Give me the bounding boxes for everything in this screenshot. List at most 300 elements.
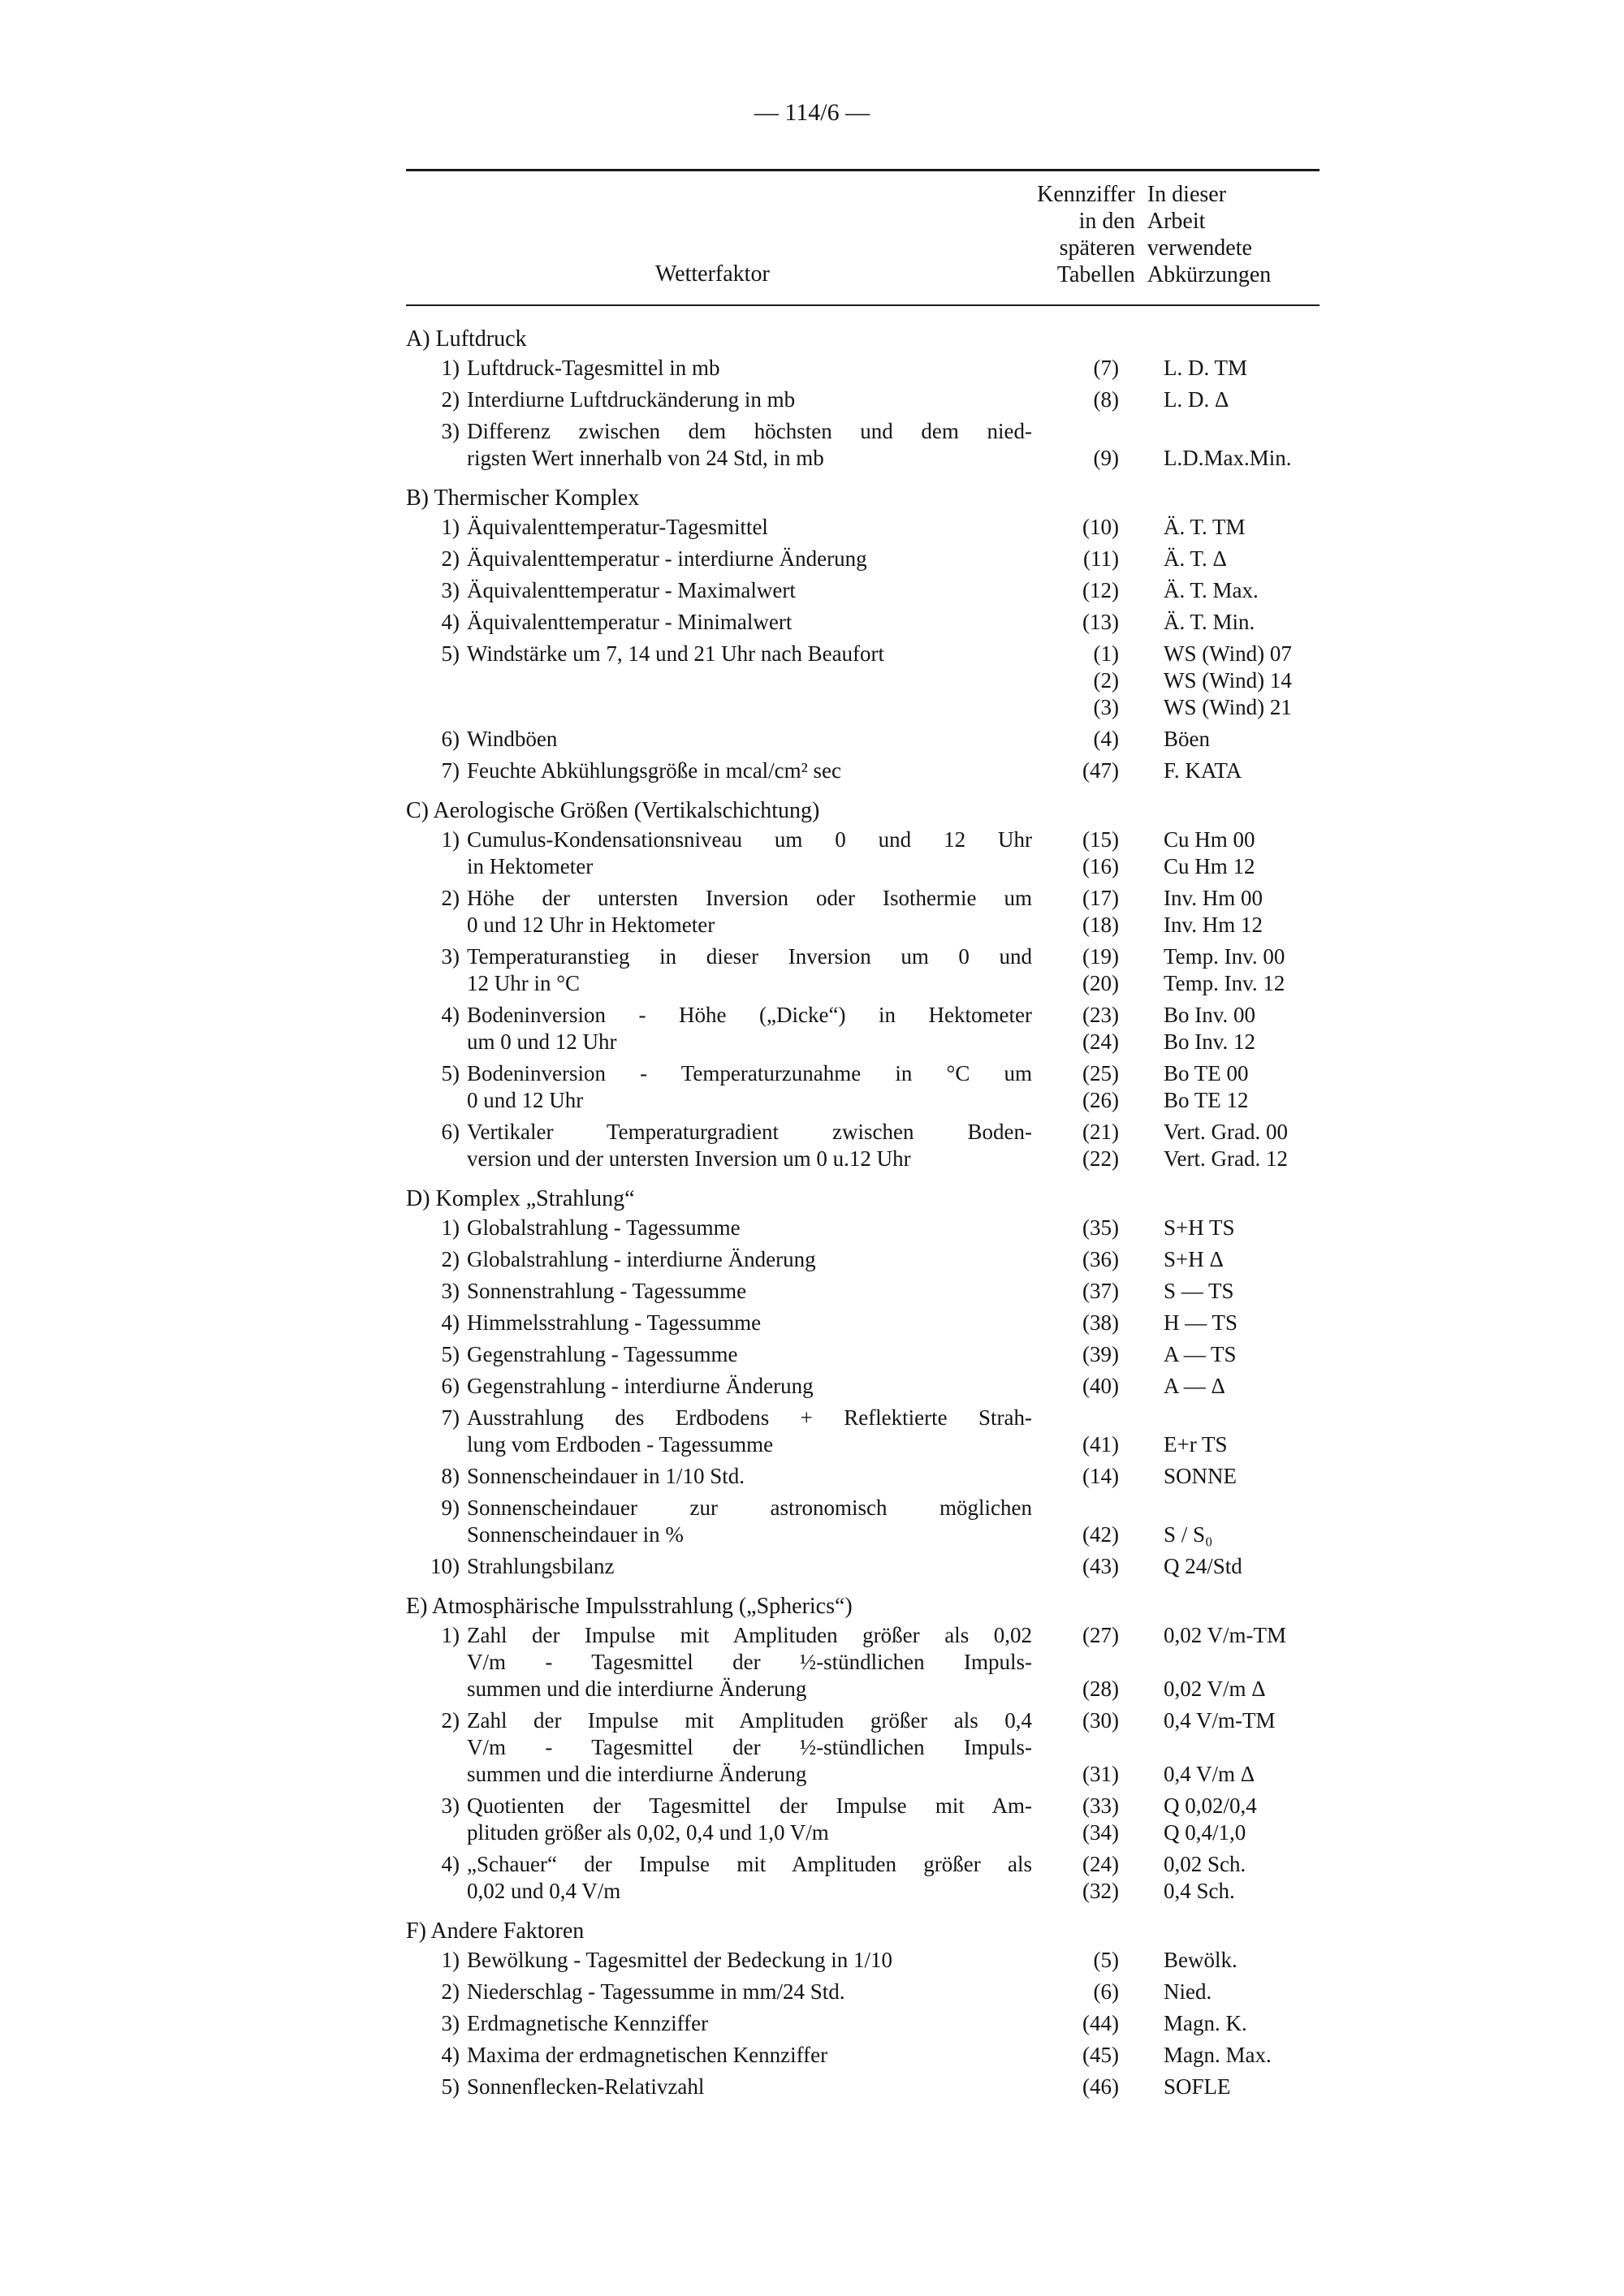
item-code: (21) <box>1082 1120 1119 1144</box>
item-description <box>467 1979 1042 2005</box>
item-codes <box>1042 386 1119 413</box>
item-abbreviation: WS (Wind) 14 <box>1164 668 1292 693</box>
item-description-line: 0 und 12 Uhr <box>467 1088 584 1112</box>
item-abbreviations <box>1119 1341 1320 1368</box>
item-number: 9) <box>441 1495 460 1520</box>
item-codes <box>1042 1851 1119 1905</box>
item-codes <box>1042 1405 1119 1458</box>
item-number: 1) <box>441 1623 460 1647</box>
item-code: (3) <box>1093 695 1119 719</box>
table-row <box>406 1947 1320 1974</box>
item-description-line: Temperaturanstieg in dieser Inversion um 0 und <box>467 944 1032 969</box>
item-description-line: Feuchte Abkühlungsgröße in mcal/cm² sec <box>467 758 841 783</box>
item-codes <box>1042 1947 1119 1974</box>
item-code: (36) <box>1082 1247 1119 1271</box>
item-codes <box>1042 885 1119 939</box>
item-description-line: Ausstrahlung des Erdbodens + Reflektierte Strah- <box>467 1405 1032 1430</box>
item-description-line: Interdiurne Luftdruckänderung in mb <box>467 387 796 412</box>
table-row <box>406 1405 1320 1458</box>
table-row <box>406 2010 1320 2037</box>
item-code: (45) <box>1082 2043 1119 2067</box>
item-abbreviation: Temp. Inv. 12 <box>1164 971 1285 995</box>
table-row <box>406 826 1320 880</box>
item-code: (16) <box>1082 854 1119 878</box>
item-number: 5) <box>441 1061 460 1085</box>
table-row <box>406 1463 1320 1490</box>
item-abbreviation: Inv. Hm 00 <box>1164 886 1263 910</box>
header-code-line: Kennziffer <box>1037 182 1135 207</box>
item-abbreviation: E+r TS <box>1164 1432 1228 1457</box>
header-code <box>1019 181 1135 288</box>
header-code-line: Tabellen <box>1056 262 1135 287</box>
item-code: (35) <box>1082 1215 1119 1240</box>
item-number: 6) <box>441 1120 460 1144</box>
item-codes <box>1042 355 1119 382</box>
header-abbr <box>1135 181 1320 288</box>
item-description-line: Quotienten der Tagesmittel der Impulse mit Am- <box>467 1793 1032 1818</box>
item-description <box>467 1278 1042 1305</box>
item-description-line: Himmelsstrahlung - Tagessumme <box>467 1310 762 1335</box>
table-row <box>406 1979 1320 2005</box>
item-code: (20) <box>1082 971 1119 995</box>
item-description <box>467 1793 1042 1846</box>
item-description <box>467 726 1042 753</box>
section <box>406 1591 1320 1905</box>
section-title: D) Komplex „Strahlung“ <box>406 1186 635 1211</box>
item-description-line: Strahlungsbilanz <box>467 1554 615 1578</box>
section <box>406 1916 1320 2100</box>
item-codes <box>1042 1463 1119 1490</box>
item-description-line: Sonnenscheindauer in % <box>467 1522 684 1547</box>
item-codes <box>1042 1793 1119 1846</box>
item-number: 4) <box>441 1852 460 1876</box>
item-codes <box>1042 1060 1119 1114</box>
item-description-line: Äquivalenttemperatur - interdiurne Änderung <box>467 546 867 571</box>
item-description <box>467 514 1042 541</box>
item-description-line: summen und die interdiurne Änderung <box>467 1762 807 1786</box>
item-number: 3) <box>441 419 460 443</box>
item-description-line: Globalstrahlung - interdiurne Änderung <box>467 1247 816 1271</box>
item-description-line: um 0 und 12 Uhr <box>467 1029 617 1054</box>
table-row <box>406 943 1320 997</box>
item-code: (1) <box>1093 641 1119 666</box>
header-abbr-line: In dieser <box>1147 182 1227 207</box>
item-code: (4) <box>1093 727 1119 751</box>
item-number: 5) <box>441 1342 460 1366</box>
item-code: (19) <box>1082 944 1119 969</box>
item-description-line: lung vom Erdboden - Tagessumme <box>467 1432 774 1457</box>
item-abbreviation: S+H TS <box>1164 1215 1235 1240</box>
item-abbreviations <box>1119 546 1320 572</box>
item-description-line: Windstärke um 7, 14 und 21 Uhr nach Beaufort <box>467 641 885 666</box>
item-codes <box>1042 418 1119 472</box>
item-code: (25) <box>1082 1061 1119 1085</box>
item-codes <box>1042 1553 1119 1580</box>
item-description-line: Gegenstrahlung - interdiurne Änderung <box>467 1374 814 1398</box>
item-abbreviations <box>1119 386 1320 413</box>
item-code: (11) <box>1083 546 1119 571</box>
item-codes <box>1042 726 1119 753</box>
item-abbreviations <box>1119 826 1320 880</box>
header-abbr-line: Abkürzungen <box>1147 262 1272 287</box>
item-description <box>467 1707 1042 1788</box>
item-code: (42) <box>1082 1522 1119 1547</box>
item-abbreviation: S — TS <box>1164 1279 1234 1303</box>
item-description-line: Windböen <box>467 727 558 751</box>
item-number: 3) <box>441 578 460 602</box>
item-abbreviation: Cu Hm 00 <box>1164 827 1255 852</box>
item-abbreviation: Bo TE 12 <box>1164 1088 1249 1112</box>
item-abbreviations <box>1119 1310 1320 1336</box>
item-description-line: V/m - Tagesmittel der ½-stündlichen Impuls- <box>467 1650 1032 1674</box>
item-abbreviations <box>1119 1405 1320 1458</box>
item-codes <box>1042 1246 1119 1273</box>
item-number: 5) <box>441 641 460 666</box>
item-abbreviation: Ä. T. Max. <box>1164 578 1259 602</box>
item-abbreviation: Q 0,4/1,0 <box>1164 1820 1246 1845</box>
table-row <box>406 514 1320 541</box>
section <box>406 796 1320 1172</box>
item-abbreviation <box>1164 1649 1320 1676</box>
item-abbreviations <box>1119 1553 1320 1580</box>
item-code: (7) <box>1093 356 1119 380</box>
item-code: (10) <box>1082 515 1119 539</box>
item-codes <box>1042 609 1119 636</box>
item-codes <box>1042 546 1119 572</box>
item-description <box>467 577 1042 604</box>
item-abbreviation: L.D.Max.Min. <box>1164 446 1292 470</box>
table-header <box>406 171 1320 304</box>
item-code: (32) <box>1082 1879 1119 1903</box>
item-number: 2) <box>441 387 460 412</box>
item-description <box>467 885 1042 939</box>
item-number: 1) <box>441 356 460 380</box>
item-description-line: Erdmagnetische Kennziffer <box>467 2011 709 2035</box>
item-code: (12) <box>1082 578 1119 602</box>
item-abbreviation: H — TS <box>1164 1310 1238 1335</box>
item-number: 6) <box>441 727 460 751</box>
item-code: (24) <box>1082 1029 1119 1054</box>
item-abbreviations <box>1119 641 1320 721</box>
item-number: 5) <box>441 2074 460 2099</box>
item-number: 3) <box>441 2011 460 2035</box>
item-number: 3) <box>441 944 460 969</box>
item-abbreviation: Böen <box>1164 727 1210 751</box>
table-row <box>406 885 1320 939</box>
table-row <box>406 2074 1320 2100</box>
item-abbreviations <box>1119 1278 1320 1305</box>
item-code: (6) <box>1093 1979 1119 2004</box>
item-number: 4) <box>441 2043 460 2067</box>
item-code: (41) <box>1082 1432 1119 1457</box>
item-code: (14) <box>1082 1464 1119 1488</box>
section <box>406 324 1320 472</box>
item-codes <box>1042 1979 1119 2005</box>
item-abbreviations <box>1119 2042 1320 2069</box>
item-abbreviation: 0,4 V/m Δ <box>1164 1762 1255 1786</box>
item-abbreviation: WS (Wind) 21 <box>1164 695 1292 719</box>
section <box>406 483 1320 784</box>
section-title: F) Andere Faktoren <box>406 1918 585 1944</box>
item-abbreviation: S / S₀ <box>1164 1522 1213 1547</box>
item-number: 4) <box>441 610 460 634</box>
item-code: (39) <box>1082 1342 1119 1366</box>
item-abbreviations <box>1119 943 1320 997</box>
item-description-line: version und der untersten Inversion um 0 u.12 Uhr <box>467 1146 911 1171</box>
table-row <box>406 726 1320 753</box>
item-codes <box>1042 2074 1119 2100</box>
item-description-line: Äquivalenttemperatur - Minimalwert <box>467 610 793 634</box>
item-description-line: Bodeninversion - Höhe („Dicke“) in Hektometer <box>467 1003 1032 1027</box>
item-number: 3) <box>441 1793 460 1818</box>
table-row <box>406 609 1320 636</box>
item-number: 4) <box>441 1310 460 1335</box>
item-description <box>467 609 1042 636</box>
table-row <box>406 1707 1320 1788</box>
item-description <box>467 943 1042 997</box>
item-abbreviation: SONNE <box>1164 1464 1237 1488</box>
item-description-line: Höhe der untersten Inversion oder Isothermie um <box>467 886 1032 910</box>
section <box>406 1184 1320 1580</box>
item-codes <box>1042 757 1119 784</box>
item-abbreviations <box>1119 885 1320 939</box>
item-abbreviation: Temp. Inv. 00 <box>1164 944 1285 969</box>
section-title: B) Thermischer Komplex <box>406 486 640 511</box>
item-abbreviations <box>1119 1622 1320 1703</box>
item-code: (9) <box>1093 446 1119 470</box>
item-abbreviations <box>1119 2074 1320 2100</box>
header-code-line: späteren <box>1059 235 1135 261</box>
item-code: (24) <box>1082 1852 1119 1876</box>
item-description-line: Bodeninversion - Temperaturzunahme in °C um <box>467 1061 1032 1085</box>
item-description-line: Cumulus-Kondensationsniveau um 0 und 12 Uhr <box>467 827 1032 852</box>
item-codes <box>1042 2010 1119 2037</box>
table-row <box>406 1215 1320 1241</box>
item-codes <box>1042 2042 1119 2069</box>
item-description <box>467 2010 1042 2037</box>
item-abbreviation: Bo Inv. 00 <box>1164 1003 1255 1027</box>
item-abbreviation: L. D. TM <box>1164 356 1248 380</box>
item-code: (44) <box>1082 2011 1119 2035</box>
table-row <box>406 1278 1320 1305</box>
item-number: 2) <box>441 886 460 910</box>
item-code: (47) <box>1082 758 1119 783</box>
item-description <box>467 1622 1042 1703</box>
item-abbreviations <box>1119 1495 1320 1548</box>
item-abbreviation: Ä. T. Min. <box>1164 610 1255 634</box>
section-title: C) Aerologische Größen (Vertikalschichtung) <box>406 798 820 823</box>
item-abbreviations <box>1119 609 1320 636</box>
item-abbreviation: Q 24/Std <box>1164 1554 1242 1578</box>
item-number: 2) <box>441 546 460 571</box>
item-abbreviation: Bewölk. <box>1164 1948 1237 1972</box>
item-description-line: Differenz zwischen dem höchsten und dem nied- <box>467 419 1032 443</box>
item-abbreviations <box>1119 418 1320 472</box>
item-description <box>467 641 1042 721</box>
table-row <box>406 1622 1320 1703</box>
item-abbreviations <box>1119 1373 1320 1400</box>
item-description <box>467 1947 1042 1974</box>
item-abbreviation: Nied. <box>1164 1979 1212 2004</box>
item-number: 1) <box>441 515 460 539</box>
header-abbr-line: verwendete <box>1147 235 1252 261</box>
item-description <box>467 1373 1042 1400</box>
item-code: (31) <box>1082 1762 1119 1786</box>
item-abbreviation: A — Δ <box>1164 1374 1225 1398</box>
item-code: (18) <box>1082 913 1119 937</box>
item-abbreviation: 0,02 V/m-TM <box>1164 1623 1287 1647</box>
item-abbreviations <box>1119 1463 1320 1490</box>
item-description-line: Sonnenstrahlung - Tagessumme <box>467 1279 747 1303</box>
item-description-line: Bewölkung - Tagesmittel der Bedeckung in 1/10 <box>467 1948 893 1972</box>
item-abbreviations <box>1119 1060 1320 1114</box>
table-row <box>406 2042 1320 2069</box>
item-abbreviations <box>1119 2010 1320 2037</box>
item-code <box>1042 1734 1119 1761</box>
item-code: (27) <box>1082 1623 1119 1647</box>
item-description-line: Sonnenscheindauer in 1/10 Std. <box>467 1464 745 1488</box>
item-description <box>467 1119 1042 1172</box>
item-codes <box>1042 1622 1119 1703</box>
table-row <box>406 1002 1320 1055</box>
item-description-line: Zahl der Impulse mit Amplituden größer als 0,4 <box>467 1708 1032 1733</box>
item-abbreviations <box>1119 726 1320 753</box>
item-description-line: rigsten Wert innerhalb von 24 Std, in mb <box>467 446 824 470</box>
item-description-line: 0 und 12 Uhr in Hektometer <box>467 913 715 937</box>
item-abbreviations <box>1119 1707 1320 1788</box>
item-description <box>467 757 1042 784</box>
table-row <box>406 1373 1320 1400</box>
item-code: (13) <box>1082 610 1119 634</box>
item-codes <box>1042 1215 1119 1241</box>
item-description-line: Sonnenscheindauer zur astronomisch möglichen <box>467 1495 1032 1520</box>
item-description-line: plituden größer als 0,02, 0,4 und 1,0 V/m <box>467 1820 829 1845</box>
item-description-line: Zahl der Impulse mit Amplituden größer als 0,02 <box>467 1623 1032 1647</box>
item-description-line: 12 Uhr in °C <box>467 971 581 995</box>
item-abbreviation: Bo Inv. 12 <box>1164 1029 1255 1054</box>
item-code: (26) <box>1082 1088 1119 1112</box>
item-code: (33) <box>1082 1793 1119 1818</box>
item-codes <box>1042 826 1119 880</box>
item-abbreviation: Bo TE 00 <box>1164 1061 1249 1085</box>
header-code-line: in den <box>1078 209 1135 234</box>
item-description-line: Niederschlag - Tagessumme in mm/24 Std. <box>467 1979 845 2004</box>
item-description-line: Gegenstrahlung - Tagessumme <box>467 1342 738 1366</box>
table-row <box>406 1246 1320 1273</box>
item-codes <box>1042 1119 1119 1172</box>
item-description <box>467 1060 1042 1114</box>
item-abbreviations <box>1119 1793 1320 1846</box>
item-description <box>467 1851 1042 1905</box>
item-description <box>467 386 1042 413</box>
item-code: (43) <box>1082 1554 1119 1578</box>
item-code: (17) <box>1082 886 1119 910</box>
item-number: 8) <box>441 1464 460 1488</box>
item-number: 2) <box>441 1979 460 2004</box>
item-abbreviations <box>1119 514 1320 541</box>
item-description <box>467 1002 1042 1055</box>
item-code: (23) <box>1082 1003 1119 1027</box>
item-abbreviation <box>1164 1734 1320 1761</box>
item-description-line: in Hektometer <box>467 854 594 878</box>
item-code: (5) <box>1093 1948 1119 1972</box>
item-number: 7) <box>441 758 460 783</box>
item-description <box>467 1341 1042 1368</box>
section-title: A) Luftdruck <box>406 326 527 352</box>
item-abbreviation: 0,02 Sch. <box>1164 1852 1246 1876</box>
item-codes <box>1042 577 1119 604</box>
item-abbreviation: Ä. T. Δ <box>1164 546 1227 571</box>
table-row <box>406 546 1320 572</box>
item-abbreviation: 0,02 V/m Δ <box>1164 1677 1266 1701</box>
table-row <box>406 386 1320 413</box>
item-code: (2) <box>1093 668 1119 693</box>
item-codes <box>1042 943 1119 997</box>
item-abbreviation: Cu Hm 12 <box>1164 854 1255 878</box>
item-code: (28) <box>1082 1677 1119 1701</box>
item-codes <box>1042 1002 1119 1055</box>
item-abbreviations <box>1119 355 1320 382</box>
item-description-line: summen und die interdiurne Änderung <box>467 1677 807 1701</box>
table-row <box>406 1495 1320 1548</box>
item-number: 10) <box>430 1554 460 1578</box>
item-code: (15) <box>1082 827 1119 852</box>
item-description-line: Sonnenflecken-Relativzahl <box>467 2074 705 2099</box>
item-number: 3) <box>441 1279 460 1303</box>
item-code: (8) <box>1093 387 1119 412</box>
item-abbreviation: 0,4 Sch. <box>1164 1879 1235 1903</box>
item-abbreviation: Vert. Grad. 00 <box>1164 1120 1288 1144</box>
item-description-line: „Schauer“ der Impulse mit Amplituden größer als <box>467 1852 1032 1876</box>
item-abbreviation: F. KATA <box>1164 758 1242 783</box>
page-number: — 114/6 — <box>754 99 870 126</box>
table-row <box>406 1341 1320 1368</box>
item-description-line: Äquivalenttemperatur - Maximalwert <box>467 578 796 602</box>
item-description <box>467 1246 1042 1273</box>
weather-factor-table <box>406 169 1320 2112</box>
item-description-line: 0,02 und 0,4 V/m <box>467 1879 621 1903</box>
item-abbreviations <box>1119 1119 1320 1172</box>
item-abbreviation: Magn. Max. <box>1164 2043 1272 2067</box>
table-row <box>406 1060 1320 1114</box>
item-codes <box>1042 1707 1119 1788</box>
item-code: (46) <box>1082 2074 1119 2099</box>
table-body <box>406 306 1320 2100</box>
item-abbreviations <box>1119 1246 1320 1273</box>
item-abbreviation: Q 0,02/0,4 <box>1164 1793 1257 1818</box>
item-description <box>467 826 1042 880</box>
table-row <box>406 577 1320 604</box>
item-codes <box>1042 1341 1119 1368</box>
item-number: 1) <box>441 1215 460 1240</box>
item-abbreviation: WS (Wind) 07 <box>1164 641 1292 666</box>
item-description <box>467 2074 1042 2100</box>
item-codes <box>1042 1278 1119 1305</box>
section-title: E) Atmosphärische Impulsstrahlung („Spherics“) <box>406 1594 853 1619</box>
table-row <box>406 641 1320 721</box>
table-row <box>406 1553 1320 1580</box>
table-row <box>406 757 1320 784</box>
item-abbreviation: SOFLE <box>1164 2074 1231 2099</box>
item-description <box>467 1215 1042 1241</box>
item-description-line: Luftdruck-Tagesmittel in mb <box>467 356 720 380</box>
header-factor: Wetterfaktor <box>655 261 770 287</box>
item-abbreviation: A — TS <box>1164 1342 1237 1366</box>
item-number: 2) <box>441 1247 460 1271</box>
table-row <box>406 1851 1320 1905</box>
item-number: 1) <box>441 1948 460 1972</box>
item-abbreviation: S+H Δ <box>1164 1247 1224 1271</box>
